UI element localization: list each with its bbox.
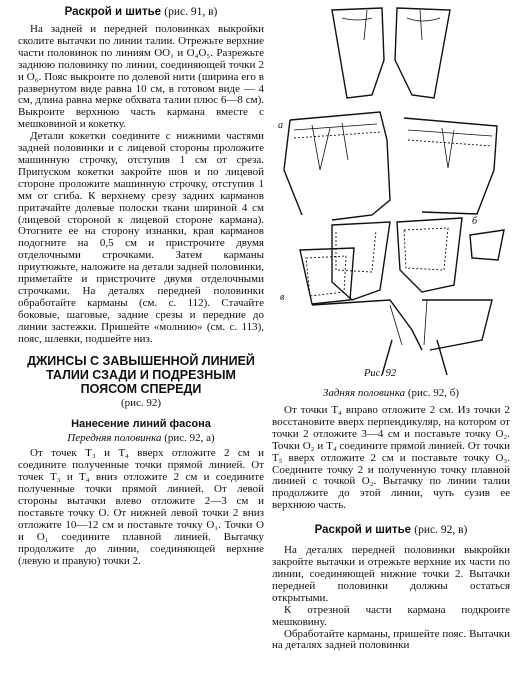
heading-ref: (рис. 91, в) — [164, 6, 218, 18]
subheading-front-half — [18, 432, 264, 444]
figure-letter-v: в — [280, 292, 285, 303]
section-heading-cutting-92 — [272, 524, 510, 536]
heading-ref: (рис. 92, в) — [414, 524, 468, 537]
heading-text: Раскрой и шитье — [64, 6, 162, 18]
figure-letter-a: а — [278, 120, 283, 131]
figure-caption: Рис. 92 — [364, 368, 397, 379]
subheading-back-half — [272, 387, 510, 399]
section-heading-cutting-91 — [18, 6, 264, 18]
paragraph-4: От точки Т₄ вправо отложите 2 см. Из точки 2 восстановите вверх перпендикуляр, на котором от точки 2 отложите 3—4 см и поставьте точку О₂. Точки О₂ и Т₄ соедините прямой линией. От точки Т₅ вверх отложите 2 см и поставьте точку О₃. Соедините точку 2 и полученную точку плавной линией с точкой О₂. Вытачку по линии талии продолжите до этой линии, чуть сузив ее верхнюю часть. — [272, 404, 510, 512]
back-half-label: Задняя половинка — [322, 387, 406, 399]
paragraph-1: На задней и передней половинках выкройки сколите вытачки по линии талии. Отрежьте верхние части половинок по линиям ОО₁ и О₄О₅. Разрежьте заднюю половинку по линии, соединяющей точки 2 и О₆. Пояс выкроите по долевой нити (ширина его в развернутом виде равна 10 см, в готовом виде — 4 см, длина равна мерке обхвата талии плюс 6—8 см). Выкроите верхнюю часть кармана вместе с мешковиной и кокетку. — [18, 23, 264, 131]
paragraph-2: Детали кокетки соедините с нижними частями задней половинки и с лицевой стороны проложите машинную строчку, отступив 1 см от среза. Припуском кокетки закройте шов и по лицевой стороне проложите машинную строчку, отступив 1 мм от сгиба. К верхнему срезу задних карманов притачайте долевые полоски ткани шириной 4 см (лицевой стороной к лицевой стороне кармана). Отогните ее на сторону изнанки, края карманов подогните на 0,5 см и пристрочите двумя отделочными строчками. Затем карманы приутюжьте, наложите на детали задней половинки, приметайте и пристрочите двумя отделочными строчками. На деталях передней половинки обработайте карманы (см. с. 112). Стачайте боковые, шаговые, задние срезы и передние до линии застежки. Пришейте «молнию» (см. с. 113), пояс, шлевки, подшейте низ. — [18, 130, 264, 345]
paragraph-3: От точек Т₃ и Т₄ вверх отложите 2 см и соедините полученные точки прямой линией. От точек Т₃ и Т₄ вниз отложите 2 см и соедините полученные точки прямой линией. От левой стороны вытачки влево отложите 2—3 см и поставьте точку О. От нижней левой точки 2 вниз отложите 10—12 см и поставьте точку О₁. Точки О и О₁ соедините плавной линией. Вытачку продолжите до линии, соединяющей верхние (левую и правую) точки 2. — [18, 447, 264, 567]
figure-a-front-pattern — [278, 112, 497, 220]
paragraph-5: На деталях передней половинки выкройки закройте вытачки и отрежьте верхние их части по линии, соединяющей нижние точки 2. Вытачки передней половинки должны остаться открытыми. — [272, 544, 510, 604]
figure-letter-b: б — [472, 216, 478, 227]
figure-v-cutting-pattern — [280, 248, 492, 375]
back-half-ref: (рис. 92, б) — [407, 387, 460, 399]
article-title-ref: (рис. 92) — [120, 397, 162, 410]
jeans-front-back-sketch — [332, 8, 450, 98]
figure-b-back-pattern — [332, 216, 504, 300]
paragraph-7: Обработайте карманы, пришейте пояс. Вытачки на деталях задней половинки — [272, 627, 510, 652]
subheading-style-lines: Нанесение линий фасона — [71, 418, 211, 431]
front-half-label: Передняя половинка — [67, 432, 162, 445]
figure-92-jeans-pattern — [272, 0, 510, 380]
heading-text: Раскрой и шитье — [314, 524, 412, 537]
front-half-ref: (рис. 92, а) — [164, 432, 215, 445]
right-column — [272, 0, 510, 652]
article-title: ДЖИНСЫ С ЗАВЫШЕННОЙ ЛИНИЕЙ ТАЛИИ СЗАДИ И ПОДРЕЗНЫМ ПОЯСОМ СПЕРЕДИ — [27, 354, 255, 397]
paragraph-6: К отрезной части кармана подкроите мешковину. — [272, 603, 510, 628]
left-column — [18, 0, 264, 568]
